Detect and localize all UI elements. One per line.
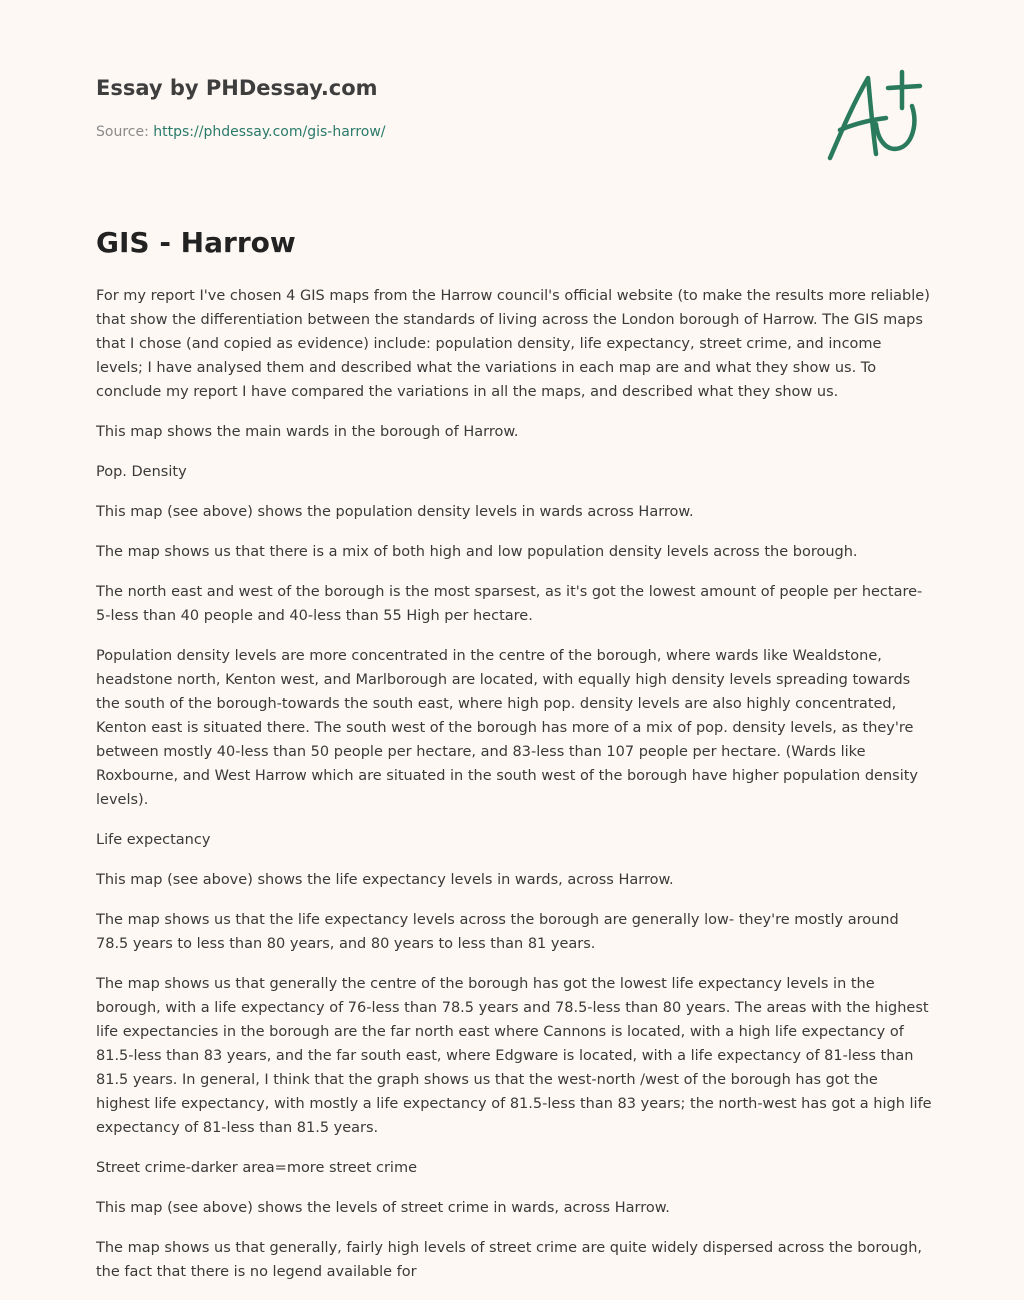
source-link[interactable]: https://phdessay.com/gis-harrow/ bbox=[153, 124, 386, 140]
paragraph: The map shows us that generally, fairly high levels of street crime are quite widely dispersed across the borough, the fact that there is no legend available for bbox=[96, 1240, 923, 1280]
paragraph: The map shows us that generally the centre of the borough has got the lowest life expectancy levels in the borough, with a life expectancy of 76-less than 78.5 years and 78.5-less than 80 years. The areas with the highest life expectancies in the borough are the far north east where Cannons is located, with a high life expectancy of 81.5-less than 83 years, and the far south east, where Edgware is located, with a life expectancy of 81-less than 81.5 years. In general, I think that the graph shows us that the west-north /west of the borough has got the highest life expectancy, with mostly a life expectancy of 81.5-less than 83 years; the north-west has got a high life expectancy of 81-less than 81.5 years. bbox=[96, 976, 932, 1136]
paragraph: This map shows the main wards in the borough of Harrow. bbox=[96, 424, 519, 440]
essay-title: GIS - Harrow bbox=[96, 226, 296, 259]
paragraph: This map (see above) shows the life expectancy levels in wards, across Harrow. bbox=[96, 872, 674, 888]
essay-body bbox=[96, 284, 932, 1300]
a-plus-logo-icon bbox=[824, 68, 924, 164]
source-label: Source: bbox=[96, 124, 149, 140]
source-line bbox=[96, 124, 386, 140]
paragraph: This map (see above) shows the levels of street crime in wards, across Harrow. bbox=[96, 1200, 670, 1216]
paragraph: This map (see above) shows the population density levels in wards across Harrow. bbox=[96, 504, 694, 520]
section-heading: Street crime-darker area=more street crime bbox=[96, 1160, 418, 1176]
paragraph: For my report I've chosen 4 GIS maps from the Harrow council's official website (to make the results more reliable) that show the differentiation between the standards of living across the London borough of Harrow. The GIS maps that I chose (and copied as evidence) include: population density, life expectancy, street crime, and income levels; I have analysed them and described what the variations in each map are and what they show us. To conclude my report I have compared the variations in all the maps, and described what they show us. bbox=[96, 288, 930, 400]
paragraph: The north east and west of the borough is the most sparsest, as it's got the lowest amount of people per hectare- 5-less than 40 people and 40-less than 55 High per hectare. bbox=[96, 584, 923, 624]
site-title: Essay by PHDessay.com bbox=[96, 76, 378, 100]
paragraph: Population density levels are more concentrated in the centre of the borough, where wards like Wealdstone, headstone north, Kenton west, and Marlborough are located, with equally high density levels spreading towards the south of the borough-towards the south east, where high pop. density levels are also highly concentrated, Kenton east is situated there. The south west of the borough has more of a mix of pop. density levels, as they're between mostly 40-less than 50 people per hectare, and 83-less than 107 people per hectare. (Wards like Roxbourne, and West Harrow which are situated in the south west of the borough have higher population density levels). bbox=[96, 648, 918, 808]
section-heading: Pop. Density bbox=[96, 464, 187, 480]
paragraph: The map shows us that the life expectancy levels across the borough are generally low- they're mostly around 78.5 years to less than 80 years, and 80 years to less than 81 years. bbox=[96, 912, 899, 952]
paragraph: The map shows us that there is a mix of both high and low population density levels across the borough. bbox=[96, 544, 858, 560]
section-heading: Life expectancy bbox=[96, 832, 211, 848]
